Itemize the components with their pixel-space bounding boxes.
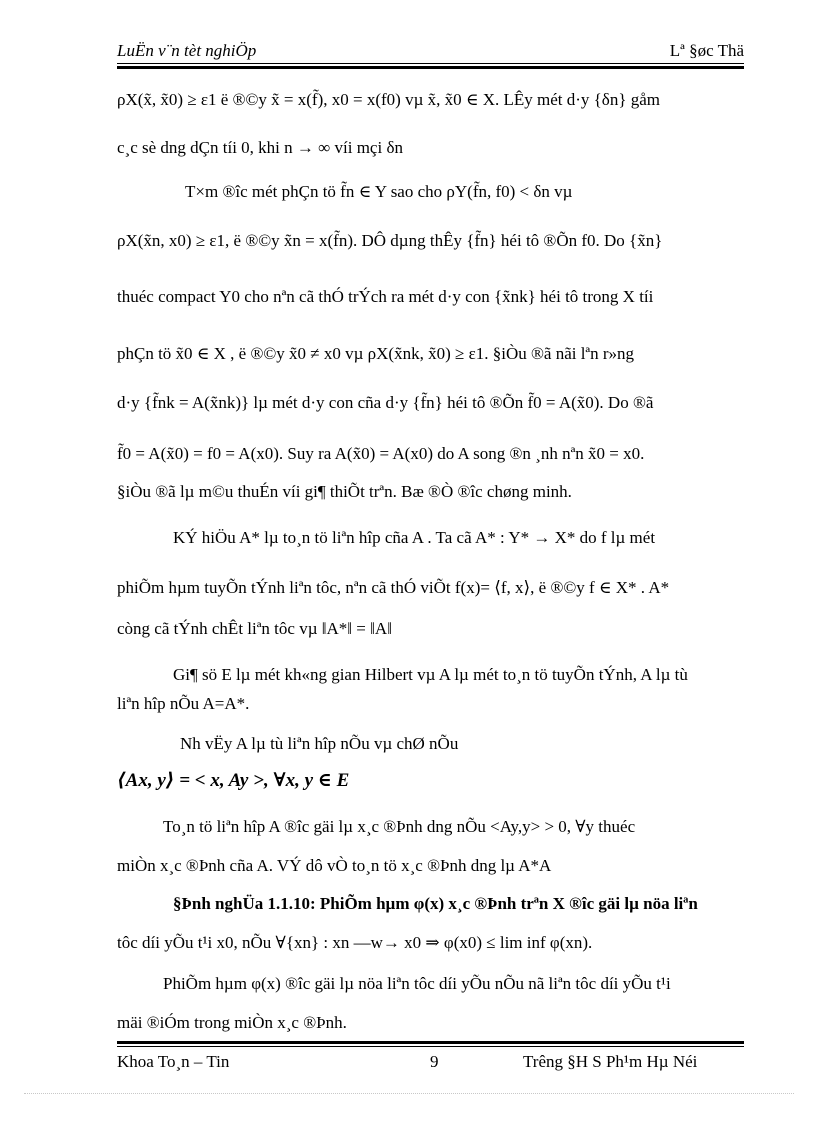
body-line: d·y {f̃nk = A(x̃nk)} lµ mét d·y con cña d·y {f̃n} héi tô ®Õn f̃0 = A(x̃0). Do ®ã (117, 393, 654, 412)
footer-university: Trêng §H S Ph¹m Hµ Néi (523, 1052, 698, 1071)
body-line: ρX(x̃n, x0) ≥ ε1, ë ®©y x̃n = x(f̃n). DÔ dµng thÊy {f̃n} héi tô ®Õn f0. Do {x̃n} (117, 231, 663, 250)
footer-department: Khoa To¸n – Tin (117, 1052, 230, 1071)
formula-inner-product: ⟨Ax, y⟩ = < x, Ay >, ∀x, y ∈ E (117, 770, 350, 791)
body-line: f̃0 = A(x̃0) = f0 = A(x0). Suy ra A(x̃0) = A(x0) do A song ®n ¸nh nªn x̃0 = x0. (117, 444, 645, 463)
body-line: c¸c sè dng dÇn tíi 0, khi n → ∞ víi mçi δn (117, 138, 403, 157)
body-line: phiÕm hµm tuyÕn tÝnh liªn tôc, nªn cã thÓ viÕt f(x)= ⟨f, x⟩, ë ®©y f ∈ X* . A* (117, 578, 670, 597)
body-line: liªn hîp nÕu A=A*. (117, 694, 250, 713)
footer-rule-thin (117, 1046, 744, 1047)
page-number: 9 (430, 1052, 439, 1071)
footer-rule-thick (117, 1041, 744, 1044)
body-line: Gi¶ sö E lµ mét kh«ng gian Hilbert vµ A lµ mét to¸n tö tuyÕn tÝnh, A lµ tù (173, 665, 688, 684)
body-line: thuéc compact Y0 cho nªn cã thÓ trÝch ra mét d·y con {x̃nk} héi tô trong X tíi (117, 287, 654, 306)
body-line: KÝ hiÖu A* lµ to¸n tö liªn hîp cña A . Ta cã A* : Y* → X* do f lµ mét (173, 528, 656, 547)
body-line: ρX(x̃, x̃0) ≥ ε1 ë ®©y x̃ = x(f̃), x0 = x(f0) vµ x̃, x̃0 ∈ X. LÊy mét d·y {δn} gåm (117, 90, 660, 109)
header-rule-thick (117, 66, 744, 69)
body-line: T×m ®îc mét phÇn tö f̃n ∈ Y sao cho ρY(f̃n, f0) < δn vµ (185, 182, 573, 201)
definition-heading: §Þnh nghÜa 1.1.10: PhiÕm hµm φ(x) x¸c ®Þnh trªn X ®îc gäi lµ nöa liªn (173, 894, 698, 913)
body-line: §iÒu ®ã lµ m©u thuÉn víi gi¶ thiÕt trªn. Bæ ®Ò ®îc chøng minh. (117, 482, 572, 501)
body-line: tôc díi yÕu t¹i x0, nÕu ∀{xn} : xn —w→ x0 ⇒ φ(x0) ≤ lim inf φ(xn). (117, 933, 593, 952)
body-line: To¸n tö liªn hîp A ®îc gäi lµ x¸c ®Þnh dng nÕu <Ay,y> > 0, ∀y thuéc (163, 817, 636, 836)
body-line: miÒn x¸c ®Þnh cña A. VÝ dô vÒ to¸n tö x¸c ®Þnh dng lµ A*A (117, 856, 552, 875)
body-line: mäi ®iÓm trong miÒn x¸c ®Þnh. (117, 1013, 347, 1032)
header-author: Lª §øc Thä (669, 41, 744, 60)
body-line: PhiÕm hµm φ(x) ®îc gäi lµ nöa liªn tôc díi yÕu nÕu nã liªn tôc díi yÕu t¹i (163, 974, 671, 993)
page-bottom-divider (24, 1093, 794, 1094)
body-line: còng cã tÝnh chÊt liªn tôc vµ ‖A*‖ = ‖A‖ (117, 619, 392, 638)
header-rule-thin (117, 63, 744, 64)
header-title: LuËn v¨n tèt nghiÖp (117, 41, 257, 60)
body-line: Nh vËy A lµ tù liªn hîp nÕu vµ chØ nÕu (180, 734, 459, 753)
body-line: phÇn tö x̃0 ∈ X , ë ®©y x̃0 ≠ x0 vµ ρX(x̃nk, x̃0) ≥ ε1. §iÒu ®ã nãi lªn r»ng (117, 344, 635, 363)
